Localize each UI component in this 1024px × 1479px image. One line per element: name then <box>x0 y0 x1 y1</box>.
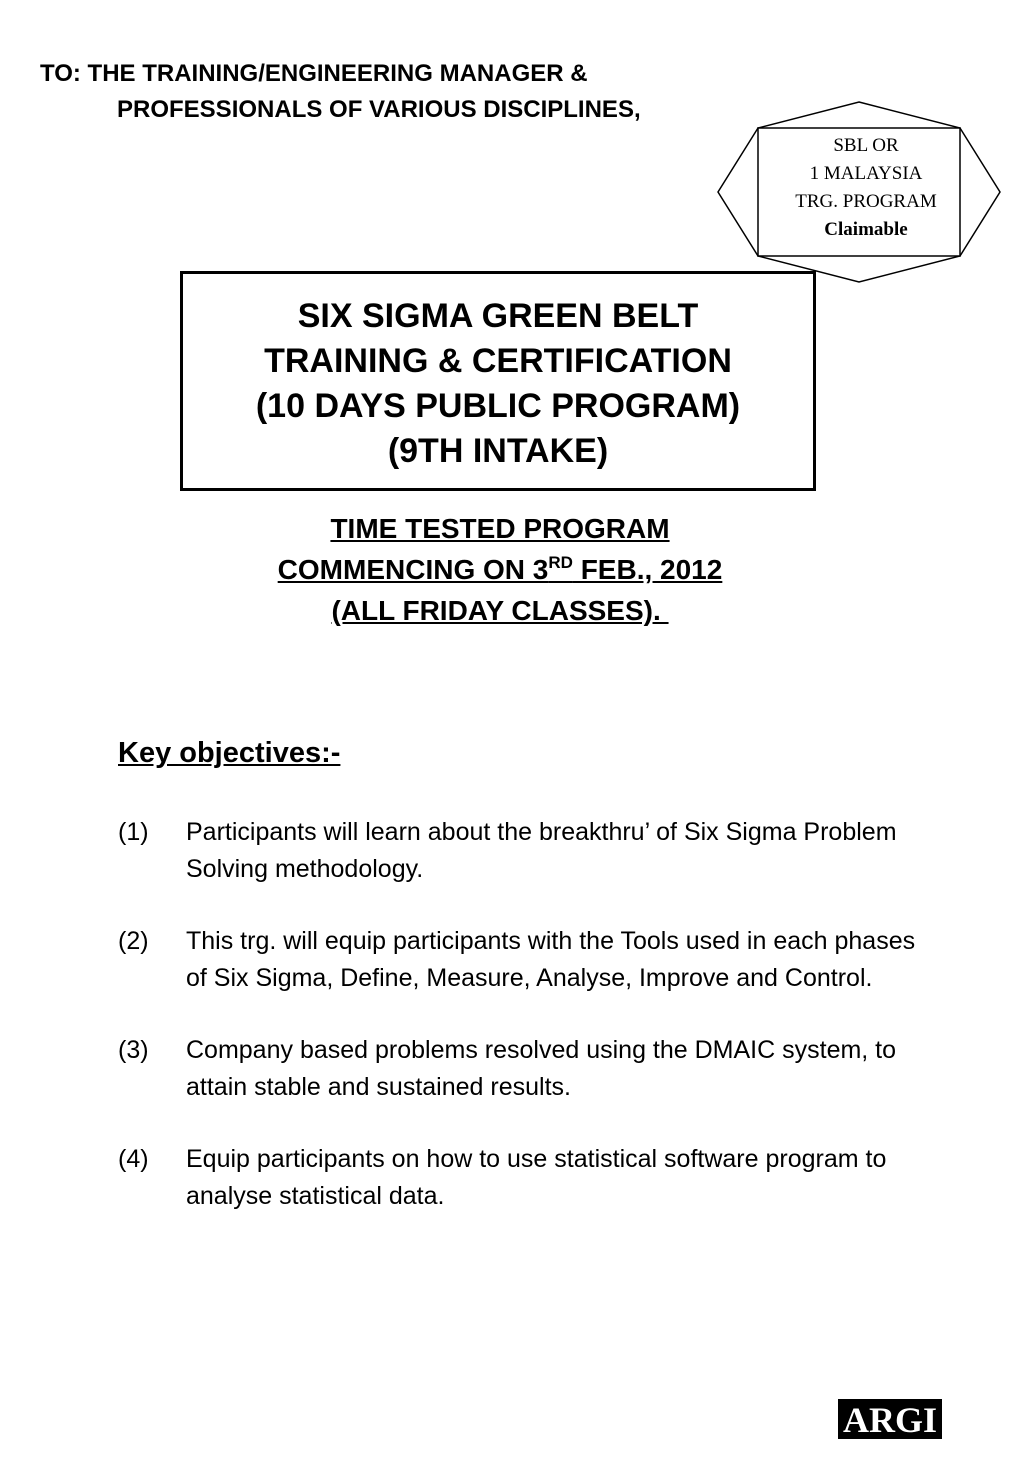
subtitle-line-2 <box>278 554 723 585</box>
objective-number: (1) <box>118 818 149 846</box>
claimable-badge <box>716 100 1002 284</box>
objective-number: (2) <box>118 927 149 955</box>
objective-text: Participants will learn about the breakthru’ of Six Sigma Problem Solving methodology. <box>186 818 897 883</box>
badge-line-2: 1 MALAYSIA <box>809 163 923 184</box>
badge-line-4: Claimable <box>824 219 908 240</box>
objective-text: This trg. will equip participants with the Tools used in each phases of Six Sigma, Define, Measure, Analyse, Improve and Control. <box>186 927 916 992</box>
program-title-box <box>180 271 816 491</box>
subtitle-line-1: TIME TESTED PROGRAM <box>330 513 670 544</box>
commencement-notice <box>0 508 1000 631</box>
objective-item <box>118 923 918 996</box>
title-line-2: TRAINING & CERTIFICATION <box>264 342 732 380</box>
badge-text <box>716 132 1016 244</box>
objectives-list <box>118 814 918 1250</box>
subtitle-date-prefix: COMMENCING ON 3 <box>277 554 549 585</box>
subtitle-date-month-year: FEB., 2012 <box>572 554 723 585</box>
objective-item <box>118 1032 918 1105</box>
recipient-block <box>40 56 641 128</box>
objective-number: (4) <box>118 1145 149 1173</box>
objective-item <box>118 1141 918 1214</box>
recipient-line-2: PROFESSIONALS OF VARIOUS DISCIPLINES, <box>117 96 641 123</box>
badge-line-1: SBL OR <box>833 135 899 156</box>
subtitle-date-suffix: RD <box>548 553 573 572</box>
argi-logo-icon <box>838 1397 942 1441</box>
objectives-heading: Key objectives:- <box>118 737 341 769</box>
subtitle-line-3: (ALL FRIDAY CLASSES). <box>331 595 669 626</box>
badge-line-3: TRG. PROGRAM <box>795 191 937 212</box>
title-line-1: SIX SIGMA GREEN BELT <box>297 297 699 335</box>
recipient-line-1: TO: THE TRAINING/ENGINEERING MANAGER & <box>40 60 588 87</box>
objective-number: (3) <box>118 1036 149 1064</box>
objective-item <box>118 814 918 887</box>
logo-text: ARGI <box>842 1400 938 1440</box>
title-line-4: (9TH INTAKE) <box>387 432 609 470</box>
objective-text: Equip participants on how to use statistical software program to analyse statistical data. <box>186 1145 887 1210</box>
objective-text: Company based problems resolved using the DMAIC system, to attain stable and sustained results. <box>186 1036 897 1101</box>
title-line-3: (10 DAYS PUBLIC PROGRAM) <box>255 387 741 425</box>
